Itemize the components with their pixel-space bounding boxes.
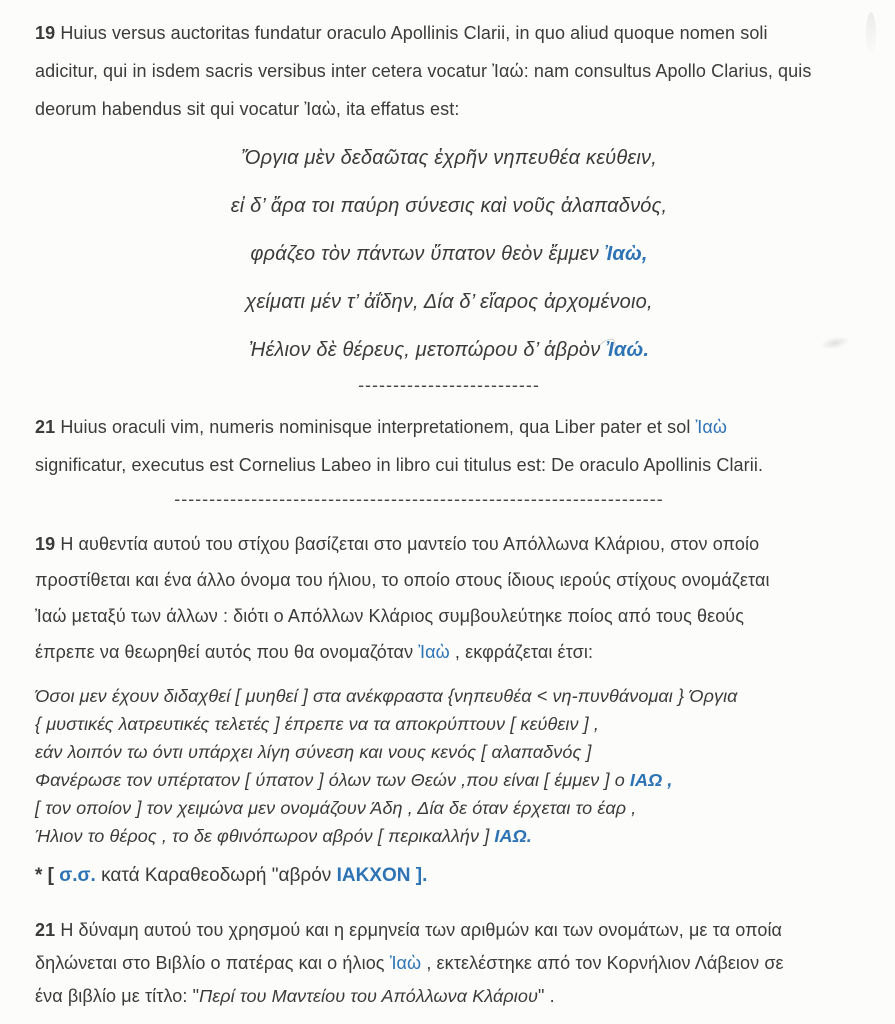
verse-line: Ἠέλιον δὲ θέρευς, μετοπώρου δ’ ἁβρὸν Ἰαώ. <box>248 339 650 361</box>
verse-line: Ὄργια μὲν δεδαῶτας ἐχρῆν νηπευθέα κεύθειν, <box>240 147 658 169</box>
greek-verse-block <box>35 134 863 374</box>
translation-line: Φανέρωσε τον υπέρτατον [ ύπατον ] όλων των Θεών ,που είναι [ έμμεν ] ο ΙΑΩ , <box>35 770 673 790</box>
verse-line: χείματι μέν τ’ ἀΐδην, Δία δ’ εἴαρος ἀρχομένοιο, <box>245 291 653 313</box>
editor-note: * [ σ.σ. κατά Καραθεοδωρή "αβρόν ΙΑΚΧΟΝ ]. <box>35 865 428 886</box>
translation-line: εάν λοιπόν τω όντι υπάρχει λίγη σύνεση και νους κενός [ αλαπαδνός ] <box>35 742 592 762</box>
scan-smudge-artifact <box>866 12 876 56</box>
dashed-divider-long: ---------------------------------------------------------------------- <box>174 489 664 509</box>
greek-translation-block <box>35 682 863 850</box>
greek-paragraph-19: 19 Η αυθεντία αυτού του στίχου βασίζεται στο μαντείο του Απόλλωνα Κλάριου, στον οποίο προστίθεται και ένα άλλο όνομα του ήλιου, το οποίο στους ίδιους ιερούς στίχους ονομάζεται Ἰαώ μεταξύ των άλλων : διότι ο Απόλλων Κλάριος συμβουλεύτηκε ποίος από τους θεούς έπρεπε να θεωρηθεί αυτός που θα ονομαζόταν Ἰαὼ , εκφράζεται έτσι: <box>35 534 770 662</box>
dashed-divider-short: -------------------------- <box>358 375 540 395</box>
translation-line: Ήλιον το θέρος , το δε φθινόπωρον αβρόν [ περικαλλήν ] ΙΑΩ. <box>35 826 532 846</box>
latin-paragraph-21: 21 Huius oraculi vim, numeris nominisque interpretationem, qua Liber pater et sol Ἰαὼ significatur, executus est Cornelius Labeo in libro cui titulus est: De oraculo Apollinis Clarii. <box>35 417 764 475</box>
verse-line: φράζεο τὸν πάντων ὕπατον θεὸν ἔμμεν Ἰαὼ, <box>250 243 648 265</box>
verse-line: εἰ δ’ ἄρα τοι παύρη σύνεσις καὶ νοῦς ἀλαπαδνός, <box>230 195 668 217</box>
translation-line: [ τον οποίον ] τον χειμώνα μεν ονομάζουν Άδη , Δία δε όταν έρχεται το έαρ , <box>35 798 637 818</box>
greek-paragraph-21: 21 Η δύναμη αυτού του χρησμού και η ερμηνεία των αριθμών και των ονομάτων, με τα οποία δηλώνεται στο Βιβλίο ο πατέρας και ο ήλιος Ἰαὼ , εκτελέστηκε από τον Κορνήλιον Λάβειον σε ένα βιβλίο με τίτλο: "Περί του Μαντείου του Απόλλωνα Κλάριου" . <box>35 920 784 1006</box>
latin-paragraph-19: 19 Huius versus auctoritas fundatur oraculo Apollinis Clarii, in quo aliud quoque nomen soli adicitur, qui in isdem sacris versibus inter cetera vocatur Ἰαώ: nam consultus Apollo Clarius, quis deorum habendus sit qui vocatur Ἰαὼ, ita effatus est: <box>35 23 812 119</box>
translation-line: Όσοι μεν έχουν διδαχθεί [ μυηθεί ] στα ανέκφραστα {νηπευθέα < νη-πυνθάνομαι } Όργια <box>35 686 738 706</box>
translation-line: { μυστικές λατρευτικές τελετές ] έπρεπε να τα αποκρύπτουν [ κεύθειν ] , <box>35 714 599 734</box>
